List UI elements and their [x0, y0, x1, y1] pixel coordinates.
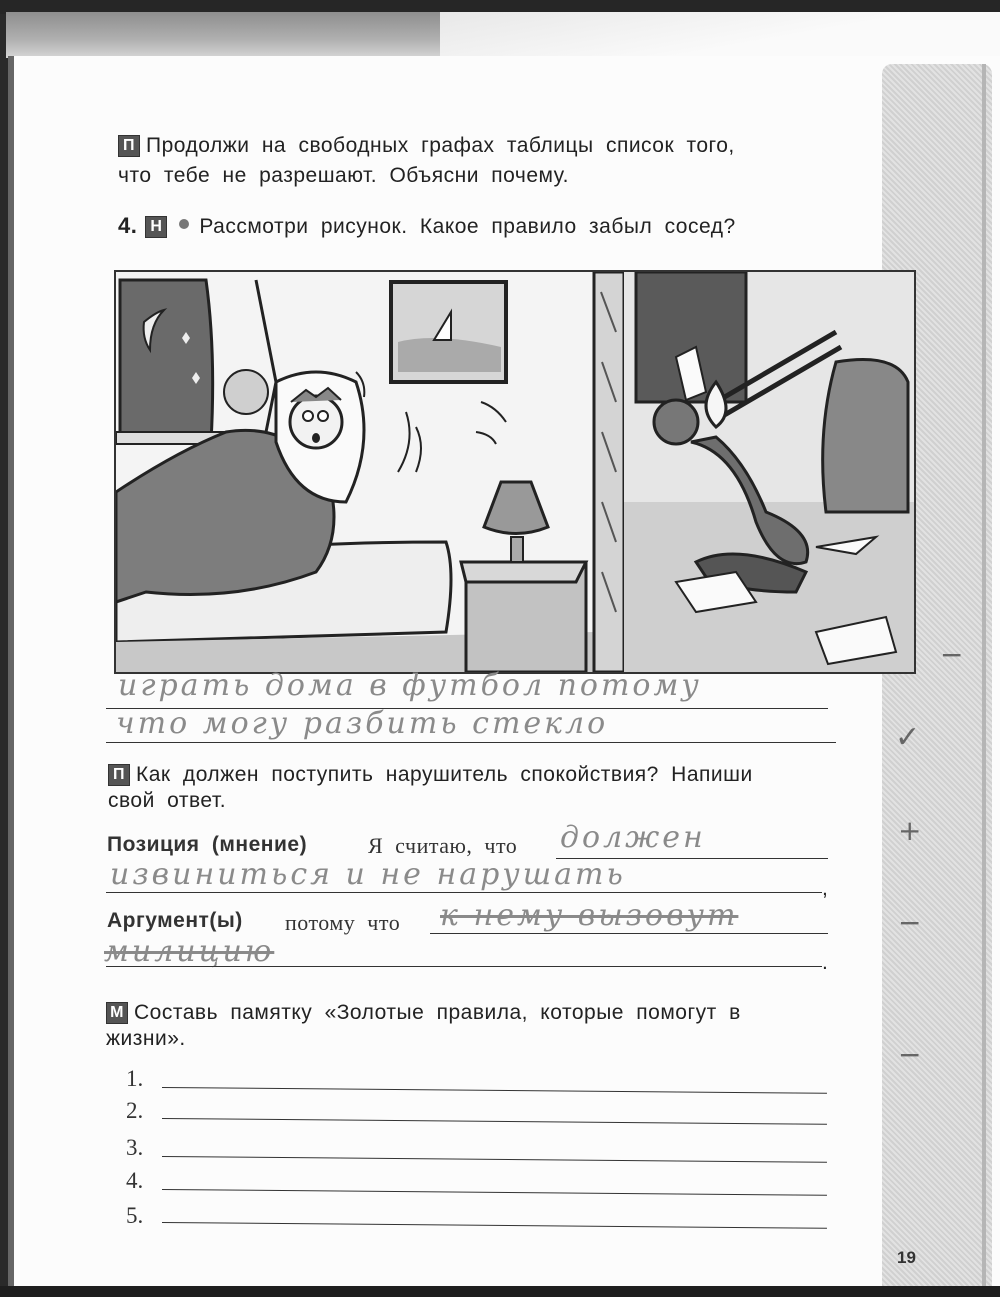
answer-rule: [106, 892, 822, 893]
page-number: 19: [897, 1248, 916, 1267]
margin-strip: [882, 64, 992, 1286]
margin-mark-minus: −: [898, 906, 922, 939]
task-p1-instruction: [118, 133, 848, 159]
position-answer-line1[interactable]: должен: [560, 820, 706, 855]
badge-p: П: [108, 764, 130, 786]
task-m-line1: Составь памятку «Золотые правила, которые помогут в: [134, 1001, 741, 1024]
scan-shadow: [6, 12, 1000, 58]
task-p2-line1: Как должен поступить нарушитель спокойствия? Напиши: [136, 763, 753, 786]
position-answer-line2[interactable]: извиниться и не нарушать: [110, 857, 626, 892]
rule-item-number: 4.: [126, 1168, 144, 1193]
task-p2-instruction: [108, 762, 848, 788]
task-p1-line2: что тебе не разрешают. Объясни почему.: [118, 164, 569, 187]
rule-item-number: 5.: [126, 1203, 144, 1228]
task-number: 4.: [118, 213, 138, 238]
bullet-dot-icon: [179, 219, 189, 229]
margin-strip-edge: [982, 64, 986, 1286]
margin-mark-check-icon: ✓: [895, 720, 921, 755]
task-p1-line1: Продолжи на свободных графах таблицы список того,: [146, 134, 735, 157]
position-prompt: Я считаю, что: [368, 833, 518, 858]
position-label: Позиция (мнение): [107, 833, 308, 856]
page-edge: [8, 56, 14, 1286]
argument-answer-line1[interactable]: к нему вызовут: [440, 898, 739, 933]
comma: ,: [822, 877, 829, 900]
argument-prompt: потому что: [285, 910, 401, 935]
badge-m: М: [106, 1002, 128, 1024]
margin-mark-plus: +: [898, 814, 922, 847]
answer-rule: [106, 966, 822, 967]
task-m-instruction: [106, 1000, 846, 1026]
rule-item-number: 3.: [126, 1135, 144, 1160]
argument-answer-line2[interactable]: милицию: [104, 934, 275, 969]
task-m-line2: жизни».: [106, 1027, 186, 1050]
answer-rule: [430, 933, 828, 934]
task4-text: Рассмотри рисунок. Какое правило забыл сосед?: [199, 215, 736, 238]
badge-n: Н: [145, 216, 167, 238]
rule-item-number: 1.: [126, 1066, 144, 1091]
answer-rule: [106, 742, 836, 743]
task-p2-line2: свой ответ.: [108, 789, 227, 812]
period: .: [822, 951, 829, 974]
margin-mark-minus: −: [898, 1038, 922, 1071]
illustration-noisy-neighbor: [114, 270, 916, 674]
task4-instruction: [118, 213, 848, 240]
argument-label: Аргумент(ы): [107, 909, 243, 932]
illustration-svg: [116, 272, 914, 672]
task4-answer-line1[interactable]: играть дома в футбол потому: [118, 668, 702, 703]
task4-answer-line2[interactable]: что могу разбить стекло: [116, 706, 609, 741]
scan-border-bottom: [0, 1286, 1000, 1297]
rule-item-number: 2.: [126, 1098, 144, 1123]
badge-p: П: [118, 135, 140, 157]
margin-mark-minus: −: [940, 638, 964, 671]
